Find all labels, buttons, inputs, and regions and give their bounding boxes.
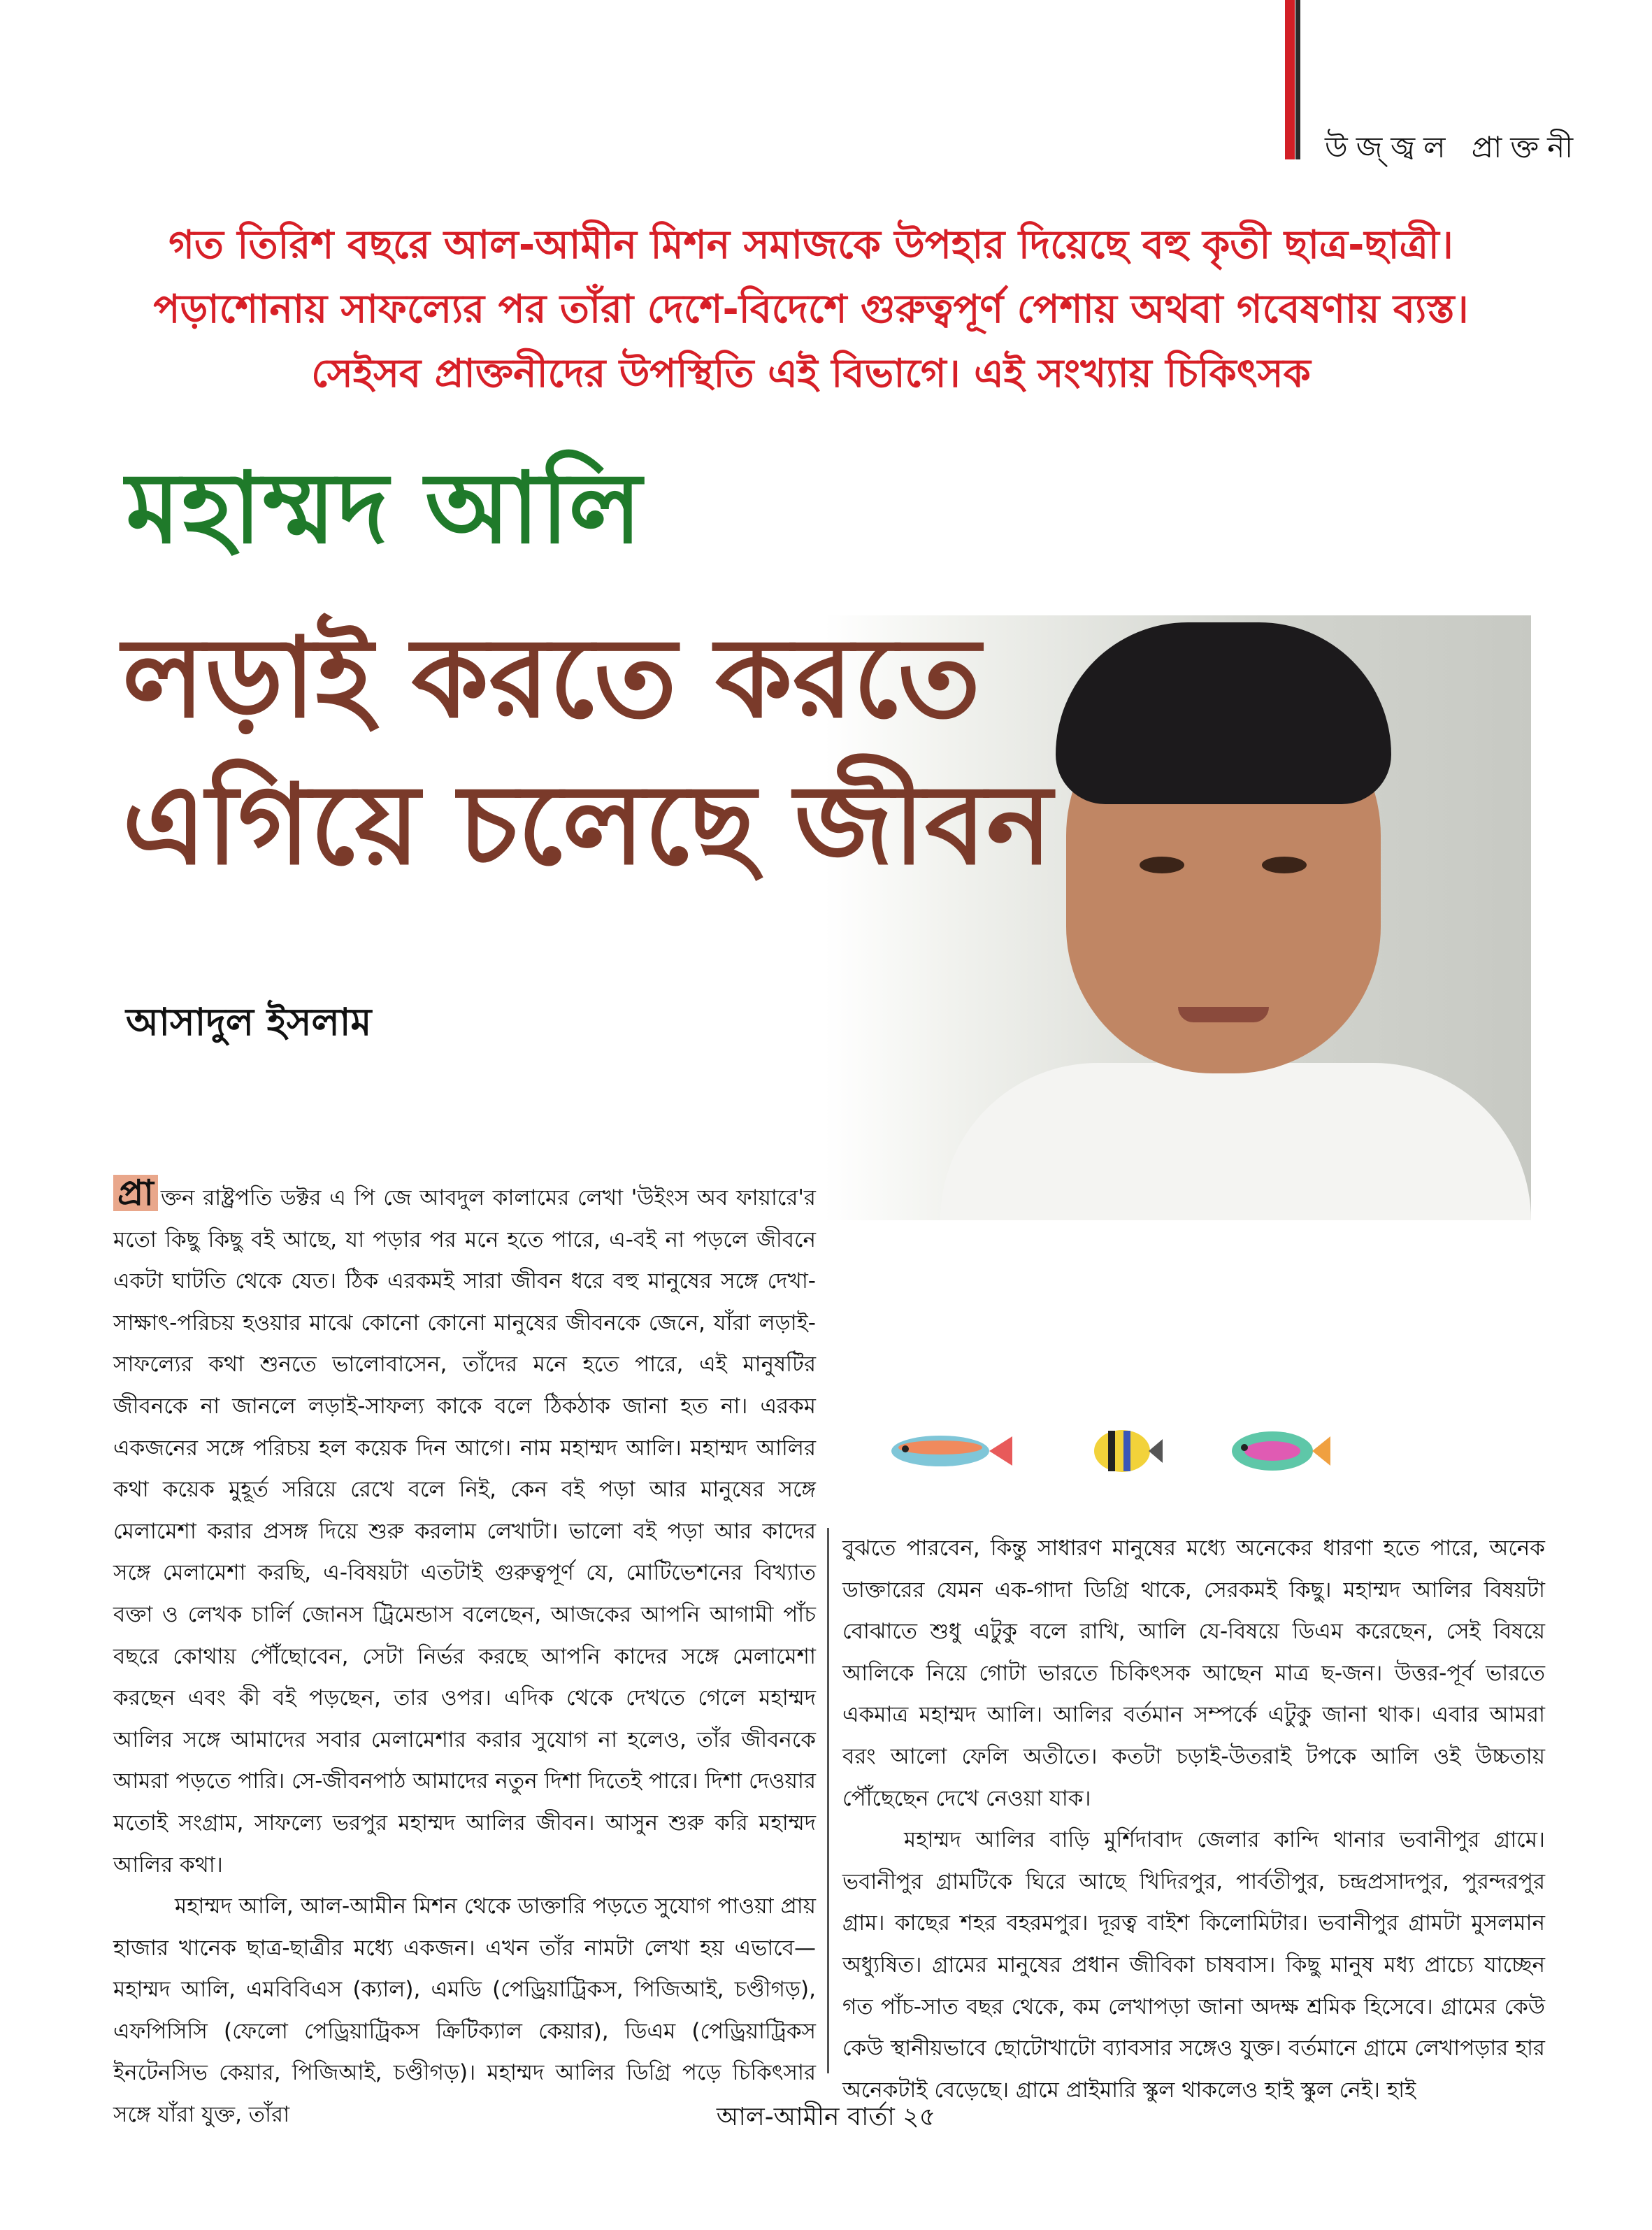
article-paragraph: বুঝতে পারবেন, কিন্তু সাধারণ মানুষের মধ্যে অনেকের ধারণা হতে পারে, অনেক ডাক্তারের যেমন এক-গাদা ডিগ্রি থাকে, সেরকমই কিছু। মহাম্মদ আলির বিষয়টা বোঝাতে শুধু এটুকু বলে রাখি, আলি যে-বিষয়ে ডিএম করেছেন, সেই বিষয়ে আলিকে নিয়ে গোটা ভারতে চিকিৎসক আছেন মাত্র ছ-জন। উত্তর-পূর্ব ভারতে একমাত্র মহাম্মদ আলি। আলির বর্তমান সম্পর্কে এটুকু জানা থাক। এবার আমরা বরং আলো ফেলি অতীতে। কতটা চড়াই-উতরাই টপকে আলি ওই উচ্চতায় পৌঁছেছেন দেখে নেওয়া যাক। — [842, 1536, 1546, 1811]
column-divider — [827, 1528, 829, 2073]
article-paragraph: মহাম্মদ আলি, আল-আমীন মিশন থেকে ডাক্তারি পড়তে সুযোগ পাওয়া প্রায় হাজার খানেক ছাত্র-ছাত্রীর মধ্যে একজন। এখন তাঁর নামটা লেখা হয় এভাবে— মহাম্মদ আলি, এমবিবিএস (ক্যাল), এমডি (পেড্রিয়াট্রিকস, পিজিআই, চণ্ডীগড়), এফপিসিসি (ফেলো পেড্রিয়াট্রিকস ক্রিটিক্যাল কেয়ার), ডিএম (পেড্রিয়াট্রিকস ইনটেনসিভ কেয়ার, পিজিআই, চণ্ডীগড়)। মহাম্মদ আলির ডিগ্রি পড়ে চিকিৎসার সঙ্গে যাঁরা যুক্ত, তাঁরা — [113, 1894, 816, 2128]
top-red-rule — [1285, 0, 1295, 159]
intro-line: সেইসব প্রাক্তনীদের উপস্থিতি এই বিভাগে। এই সংখ্যায় চিকিৎসক — [311, 351, 1311, 396]
headline — [122, 605, 1052, 899]
article-column-right — [842, 1528, 1545, 2111]
article-column-left — [113, 1175, 816, 2136]
headline-line: লড়াই করতে করতে — [122, 614, 981, 743]
paragraph-text: ক্তন রাষ্ট্রপতি ডক্টর এ পি জে আবদুল কালামের লেখা 'উইংস অব ফায়ারে'র মতো কিছু কিছু বই আছে, যা পড়ার পর মনে হতে পারে, এ-বই না পড়লে জীবনে একটা ঘাটতি থেকে যেত। ঠিক এরকমই সারা জীবন ধরে বহু মানুষের সঙ্গে দেখা-সাক্ষাৎ-পরিচয় হওয়ার মাঝে কোনো কোনো মানুষের জীবনকে জেনে, যাঁরা লড়াই-সাফল্যের কথা শুনতে ভালোবাসেন, তাঁদের মনে হতে পারে, এই মানুষটির জীবনকে না জানলে লড়াই-সাফল্য কাকে বলে ঠিকঠাক জানা হত না। এরকম একজনের সঙ্গে পরিচয় হল কয়েক দিন আগে। নাম মহাম্মদ আলি। মহাম্মদ আলির কথা কয়েক মুহূর্ত সরিয়ে রেখে বলে নিই, কেন বই পড়া আর মানুষের সঙ্গে মেলামেশা করার প্রসঙ্গ দিয়ে শুরু করলাম লেখাটা। ভালো বই পড়া আর কাদের সঙ্গে মেলামেশা করছি, এ-বিষয়টা এতটাই গুরুত্বপূর্ণ যে, মোটিভেশনের বিখ্যাত বক্তা ও লেখক চার্লি জোনস ট্রিমেন্ডাস বলেছেন, আজকের আপনি আগামী পাঁচ বছরে কোথায় পৌঁছোবেন, সেটা নির্ভর করছে আপনি কাদের সঙ্গে মেলামেশা করছেন এবং কী বই পড়ছেন, তার ওপর। এদিক থেকে দেখতে গেলে মহাম্মদ আলির সঙ্গে আমাদের সবার মেলামেশার করার সুযোগ না হলেও, তাঁর জীবনকে আমরা পড়তে পারি। সে-জীবনপাঠ আমাদের নতুন দিশা দিতেই পারে। দিশা দেওয়ার মতোই সংগ্রাম, সাফল্যে ভরপুর মহাম্মদ আলির জীবন। আসুন শুরু করি মহাম্মদ আলির কথা। — [113, 1185, 816, 1878]
fish-decoration — [874, 1427, 1014, 1475]
article-paragraph — [113, 1175, 816, 1886]
intro-line: গত তিরিশ বছরে আল-আমীন মিশন সমাজকে উপহার দিয়েছে বহু কৃতী ছাত্র-ছাত্রী। — [168, 222, 1453, 268]
portrait-shirt — [940, 1063, 1531, 1220]
portrait-eye — [1262, 857, 1307, 873]
portrait-hair — [1056, 622, 1391, 804]
top-dark-rule — [1295, 0, 1300, 159]
intro-blurb — [84, 213, 1538, 406]
intro-line: পড়াশোনায় সাফল্যের পর তাঁরা দেশে-বিদেশে গুরুত্বপূর্ণ পেশায় অথবা গবেষণায় ব্যস্ত। — [153, 287, 1469, 332]
section-label: উজ্জ্বল প্রাক্তনী — [1325, 130, 1582, 164]
page-footer: আল-আমীন বার্তা ২৫ — [716, 2103, 936, 2131]
subject-name: মহাম্মদ আলি — [126, 452, 643, 566]
author-byline: আসাদুল ইসলাম — [126, 1000, 372, 1044]
article-paragraph: মহাম্মদ আলির বাড়ি মুর্শিদাবাদ জেলার কান্দি থানার ভবানীপুর গ্রামে। ভবানীপুর গ্রামটিকে ঘিরে আছে খিদিরপুর, পার্বতীপুর, চন্দ্রপ্রসাদপুর, পুরন্দরপুর গ্রাম। কাছের শহর বহরমপুর। দূরত্ব বাইশ কিলোমিটার। ভবানীপুর গ্রামটা মুসলমান অধ্যুষিত। গ্রামের মানুষের প্রধান জীবিকা চাষবাস। কিছু মানুষ মধ্য প্রাচ্যে যাচ্ছেন গত পাঁচ-সাত বছর থেকে, কম লেখাপড়া জানা অদক্ষ শ্রমিক হিসেবে। গ্রামের কেউ কেউ স্থানীয়ভাবে ছোটোখাটো ব্যাবসার সঙ্গেও যুক্ত। বর্তমানে গ্রামে লেখাপড়ার হার অনেকটাই বেড়েছে। গ্রামে প্রাইমারি স্কুল থাকলেও হাই স্কুল নেই। হাই — [842, 1827, 1545, 2103]
headline-line: এগিয়ে চলেছে জীবন — [122, 761, 1053, 889]
fish-decoration — [1220, 1427, 1332, 1475]
portrait-eye — [1140, 857, 1184, 873]
drop-cap: প্রা — [113, 1175, 158, 1211]
fish-decoration — [1080, 1427, 1164, 1475]
portrait-mouth — [1178, 1007, 1269, 1022]
